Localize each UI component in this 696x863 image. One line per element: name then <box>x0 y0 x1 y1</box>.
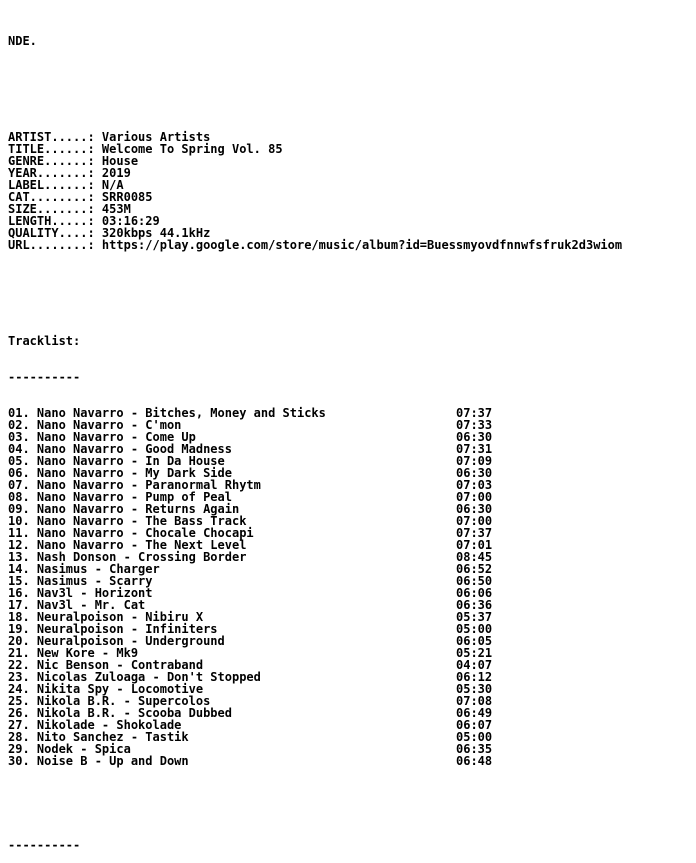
track-duration: 05:00 <box>456 622 493 636</box>
track-title: 26. Nikola B.R. - Scooba Dubbed <box>8 706 232 720</box>
track-duration: 07:00 <box>456 514 493 528</box>
spacer <box>8 71 622 107</box>
track-duration: 06:35 <box>456 742 493 756</box>
info-key: ARTIST.....: <box>8 130 102 144</box>
info-key: TITLE......: <box>8 142 102 156</box>
track-title: 15. Nasimus - Scarry <box>8 574 153 588</box>
track-row <box>8 707 622 719</box>
track-row <box>8 755 622 767</box>
track-duration: 05:37 <box>456 610 493 624</box>
track-duration: 06:07 <box>456 718 493 732</box>
track-row <box>8 731 622 743</box>
info-value: N/A <box>101 178 124 192</box>
track-title: 22. Nic Benson - Contraband <box>8 658 204 672</box>
track-title: 24. Nikita Spy - Locomotive <box>8 682 204 696</box>
track-row <box>8 695 622 707</box>
spacer <box>8 791 622 815</box>
info-key: URL........: <box>8 238 102 252</box>
track-title: 16. Nav3l - Horizont <box>8 586 153 600</box>
info-key: CAT........: <box>8 190 102 204</box>
track-duration: 07:00 <box>456 490 493 504</box>
info-value: Welcome To Spring Vol. 85 <box>101 142 283 156</box>
track-duration: 05:21 <box>456 646 493 660</box>
info-value: 320kbps 44.1kHz <box>101 226 211 240</box>
info-value: 2019 <box>101 166 131 180</box>
track-row <box>8 659 622 671</box>
track-duration: 05:30 <box>456 682 493 696</box>
track-duration: 06:36 <box>456 598 493 612</box>
footer-line: ---------- <box>8 838 81 852</box>
track-title: 04. Nano Navarro - Good Madness <box>8 442 232 456</box>
track-row <box>8 743 622 755</box>
track-title: 19. Neuralpoison - Infiniters <box>8 622 218 636</box>
spacer <box>8 275 622 311</box>
track-title: 28. Nito Sanchez - Tastik <box>8 730 189 744</box>
track-duration: 06:48 <box>456 754 493 768</box>
info-value: https://play.google.com/store/music/album?id=Buessmyovdfnnwfsfruk2d3wiom <box>101 238 623 252</box>
track-title: 25. Nikola B.R. - Supercolos <box>8 694 211 708</box>
info-value: 453M <box>101 202 131 216</box>
track-title: 14. Nasimus - Charger <box>8 562 160 576</box>
nfo-document <box>8 11 622 863</box>
track-row <box>8 671 622 683</box>
tracklist-heading: Tracklist: <box>8 334 81 348</box>
track-row <box>8 683 622 695</box>
track-duration: 07:33 <box>456 418 493 432</box>
info-row <box>8 239 622 251</box>
track-duration: 06:30 <box>456 466 493 480</box>
track-title: 01. Nano Navarro - Bitches, Money and Sticks <box>8 406 326 420</box>
track-title: 06. Nano Navarro - My Dark Side <box>8 466 232 480</box>
track-duration: 07:37 <box>456 406 493 420</box>
info-value: SRR0085 <box>101 190 153 204</box>
track-title: 20. Neuralpoison - Underground <box>8 634 225 648</box>
track-duration: 07:37 <box>456 526 493 540</box>
info-key: LENGTH.....: <box>8 214 102 228</box>
track-duration: 06:52 <box>456 562 493 576</box>
track-title: 10. Nano Navarro - The Bass Track <box>8 514 247 528</box>
track-duration: 07:09 <box>456 454 493 468</box>
track-title: 09. Nano Navarro - Returns Again <box>8 502 240 516</box>
info-key: YEAR.......: <box>8 166 102 180</box>
track-duration: 06:50 <box>456 574 493 588</box>
track-title: 05. Nano Navarro - In Da House <box>8 454 225 468</box>
track-title: 03. Nano Navarro - Come Up <box>8 430 196 444</box>
track-duration: 06:05 <box>456 634 493 648</box>
track-duration: 06:06 <box>456 586 493 600</box>
track-duration: 06:12 <box>456 670 493 684</box>
release-group-header: NDE. <box>8 34 37 48</box>
track-title: 18. Neuralpoison - Nibiru X <box>8 610 204 624</box>
track-title: 23. Nicolas Zuloaga - Don't Stopped <box>8 670 261 684</box>
track-title: 30. Noise B - Up and Down <box>8 754 189 768</box>
track-duration: 05:00 <box>456 730 493 744</box>
track-title: 17. Nav3l - Mr. Cat <box>8 598 146 612</box>
track-title: 21. New Kore - Mk9 <box>8 646 139 660</box>
info-value: House <box>101 154 139 168</box>
track-title: 02. Nano Navarro - C'mon <box>8 418 182 432</box>
track-duration: 06:30 <box>456 502 493 516</box>
track-title: 11. Nano Navarro - Chocale Chocapi <box>8 526 254 540</box>
track-title: 12. Nano Navarro - The Next Level <box>8 538 247 552</box>
info-key: SIZE.......: <box>8 202 102 216</box>
track-duration: 07:03 <box>456 478 493 492</box>
info-key: QUALITY....: <box>8 226 102 240</box>
track-duration: 06:49 <box>456 706 493 720</box>
tracklist <box>8 407 622 767</box>
info-key: LABEL......: <box>8 178 102 192</box>
info-value: Various Artists <box>101 130 211 144</box>
track-title: 08. Nano Navarro - Pump of Peal <box>8 490 232 504</box>
track-row <box>8 647 622 659</box>
release-info <box>8 131 622 251</box>
track-duration: 06:30 <box>456 430 493 444</box>
track-title: 07. Nano Navarro - Paranormal Rhytm <box>8 478 261 492</box>
tracklist-underline: ---------- <box>8 370 81 384</box>
track-row <box>8 719 622 731</box>
track-duration: 08:45 <box>456 550 493 564</box>
track-title: 29. Nodek - Spica <box>8 742 131 756</box>
track-title: 27. Nikolade - Shokolade <box>8 718 182 732</box>
info-key: GENRE......: <box>8 154 102 168</box>
track-title: 13. Nash Donson - Crossing Border <box>8 550 247 564</box>
track-duration: 04:07 <box>456 658 493 672</box>
info-value: 03:16:29 <box>101 214 160 228</box>
track-duration: 07:31 <box>456 442 493 456</box>
track-duration: 07:01 <box>456 538 493 552</box>
track-duration: 07:08 <box>456 694 493 708</box>
